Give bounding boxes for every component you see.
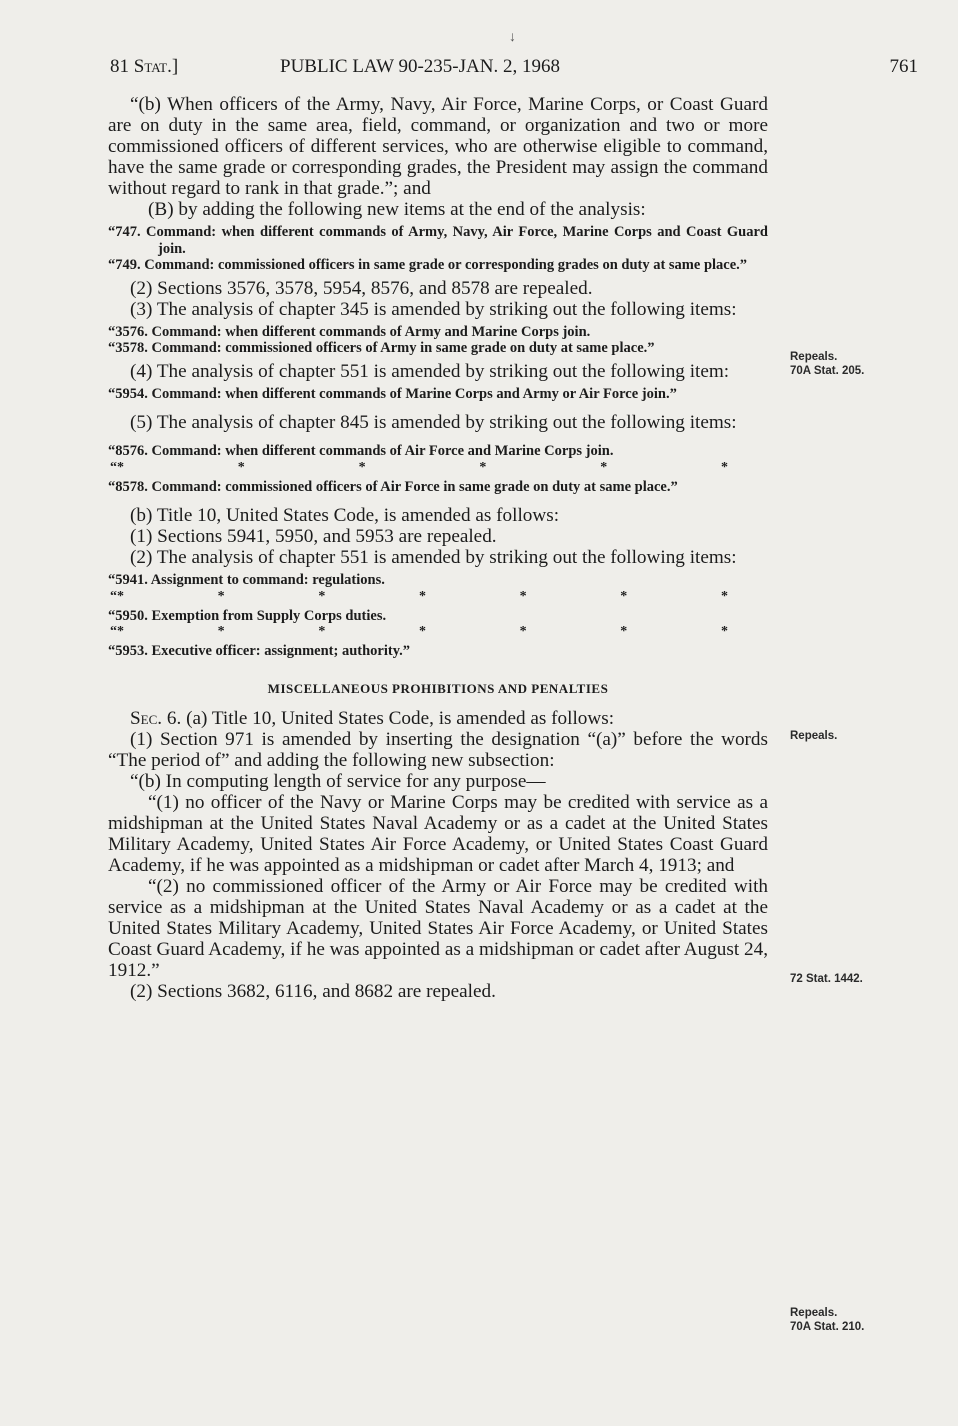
star: * — [358, 459, 366, 475]
margin-note-label: Repeals. — [790, 1307, 838, 1319]
margin-note-citation: 72 Stat. 1442. — [790, 973, 863, 985]
margin-note-repeals-205 — [790, 350, 920, 378]
analysis-item-3578: “3578. Command: commissioned officers of Army in same grade on duty at same place.” — [108, 340, 655, 356]
section-6-text: 6. (a) Title 10, United States Code, is amended as follows: — [166, 707, 615, 729]
paragraph-b-command: “(b) When officers of the Army, Navy, Air Force, Marine Corps, or Coast Guard are on duty in the same area, field, command, or organization and two or more commissioned officers of different services, who are otherwise eligible to command, have the same grade or corresponding grades, the President may assign the command without regard to rank in that grade.”; and — [108, 94, 768, 199]
star: * — [217, 624, 225, 639]
paragraph-3-chapter-345: (3) The analysis of chapter 345 is amended by striking out the following items: — [130, 298, 737, 320]
analysis-item-3576: “3576. Command: when different commands of Army and Marine Corps join. — [108, 323, 591, 340]
section-6-intro — [108, 708, 768, 729]
analysis-item-5941: “5941. Assignment to command: regulations. — [108, 572, 385, 588]
omission-stars — [108, 589, 728, 604]
star: “* — [110, 624, 124, 639]
analysis-item-5950: “5950. Exemption from Supply Corps duties. — [108, 607, 387, 624]
star: * — [318, 588, 326, 604]
main-text — [108, 94, 768, 1002]
paragraph-B-adding-items: (B) by adding the following new items at the end of the analysis: — [148, 199, 646, 220]
margin-note-label: Repeals. — [790, 351, 838, 363]
page-header — [110, 56, 918, 84]
margin-note-citation: 70A Stat. 205. — [790, 365, 865, 377]
public-law-title: PUBLIC LAW 90-235-JAN. 2, 1968 — [280, 56, 560, 77]
paragraph-1-section-971: (1) Section 971 is amended by inserting the designation “(a)” before the words “The period of” and adding the following new subsection: — [108, 728, 768, 771]
paragraph-1-repeal: (1) Sections 5941, 5950, and 5953 are repealed. — [130, 526, 497, 547]
analysis-item-8578: “8578. Command: commissioned officers of Air Force in same grade on duty at same place.” — [108, 478, 678, 495]
section-heading: MISCELLANEOUS PROHIBITIONS AND PENALTIES — [267, 680, 609, 696]
paragraph-4-chapter-551: (4) The analysis of chapter 551 is amended by striking out the following item: — [130, 360, 730, 382]
star: * — [720, 588, 728, 604]
paragraph-b-computing-service: “(b) In computing length of service for any purpose— — [130, 770, 546, 792]
star: “* — [110, 459, 124, 475]
analysis-item-747: “747. Command: when different commands of Army, Navy, Air Force, Marine Corps and Coast Guard join. — [108, 224, 768, 257]
paragraph-2-final-repeal: (2) Sections 3682, 6116, and 8682 are repealed. — [130, 980, 496, 1002]
margin-note-72-stat — [790, 972, 920, 986]
star: * — [519, 588, 527, 604]
paragraph-2-repeal: (2) Sections 3576, 3578, 5954, 8576, and 8578 are repealed. — [130, 277, 593, 299]
star: * — [720, 624, 728, 639]
star: * — [600, 459, 608, 475]
margin-note-repeals-210 — [790, 1306, 920, 1334]
paragraph-2-chapter-551: (2) The analysis of chapter 551 is amended by striking out the following items: — [130, 547, 737, 568]
omission-stars — [108, 624, 728, 639]
page-mark: ↓ — [509, 30, 516, 45]
paragraph-2-army-air-force: “(2) no commissioned officer of the Army or Air Force may be credited with service as a midshipman at the United States Naval Academy or as a cadet at the United States Military Academy, United States Air Force Academy, or United States Coast Guard Academy, if he was appointed as a midshipman or cadet after August 24, 1912.” — [108, 875, 768, 981]
star: * — [418, 588, 426, 604]
star: * — [217, 588, 225, 604]
star: “* — [110, 588, 124, 604]
paragraph-5-chapter-845: (5) The analysis of chapter 845 is amended by striking out the following items: — [130, 412, 737, 433]
statute-reference: 81 Stat.] — [110, 56, 179, 77]
margin-note-citation: 70A Stat. 210. — [790, 1321, 865, 1333]
star: * — [720, 459, 728, 475]
analysis-item-5954: “5954. Command: when different commands of Marine Corps and Army or Air Force join.” — [108, 385, 677, 402]
star: * — [519, 624, 527, 639]
star: * — [479, 459, 487, 475]
omission-stars — [108, 460, 728, 475]
star: * — [620, 588, 628, 604]
star: * — [237, 459, 245, 475]
paragraph-1-navy-marine: “(1) no officer of the Navy or Marine Corps may be credited with service as a midshipman at the United States Naval Academy or as a cadet at the United States Military Academy, United States Air Force Academy, or United States Coast Guard Academy, if he was appointed as a midshipman or cadet after March 4, 1913; and — [108, 791, 768, 876]
analysis-item-749: “749. Command: commissioned officers in same grade or corresponding grades on duty at same place.” — [108, 257, 748, 273]
margin-note-repeals — [790, 729, 920, 743]
star: * — [318, 624, 326, 639]
section-label: Sec. — [130, 707, 163, 729]
page-number: 761 — [889, 56, 918, 77]
paragraph-b-title-10: (b) Title 10, United States Code, is amended as follows: — [130, 505, 560, 526]
analysis-item-8576: “8576. Command: when different commands of Air Force and Marine Corps join. — [108, 443, 614, 459]
analysis-item-5953: “5953. Executive officer: assignment; authority.” — [108, 643, 411, 659]
margin-note-label: Repeals. — [790, 730, 838, 742]
star: * — [620, 624, 628, 639]
star: * — [418, 624, 426, 639]
